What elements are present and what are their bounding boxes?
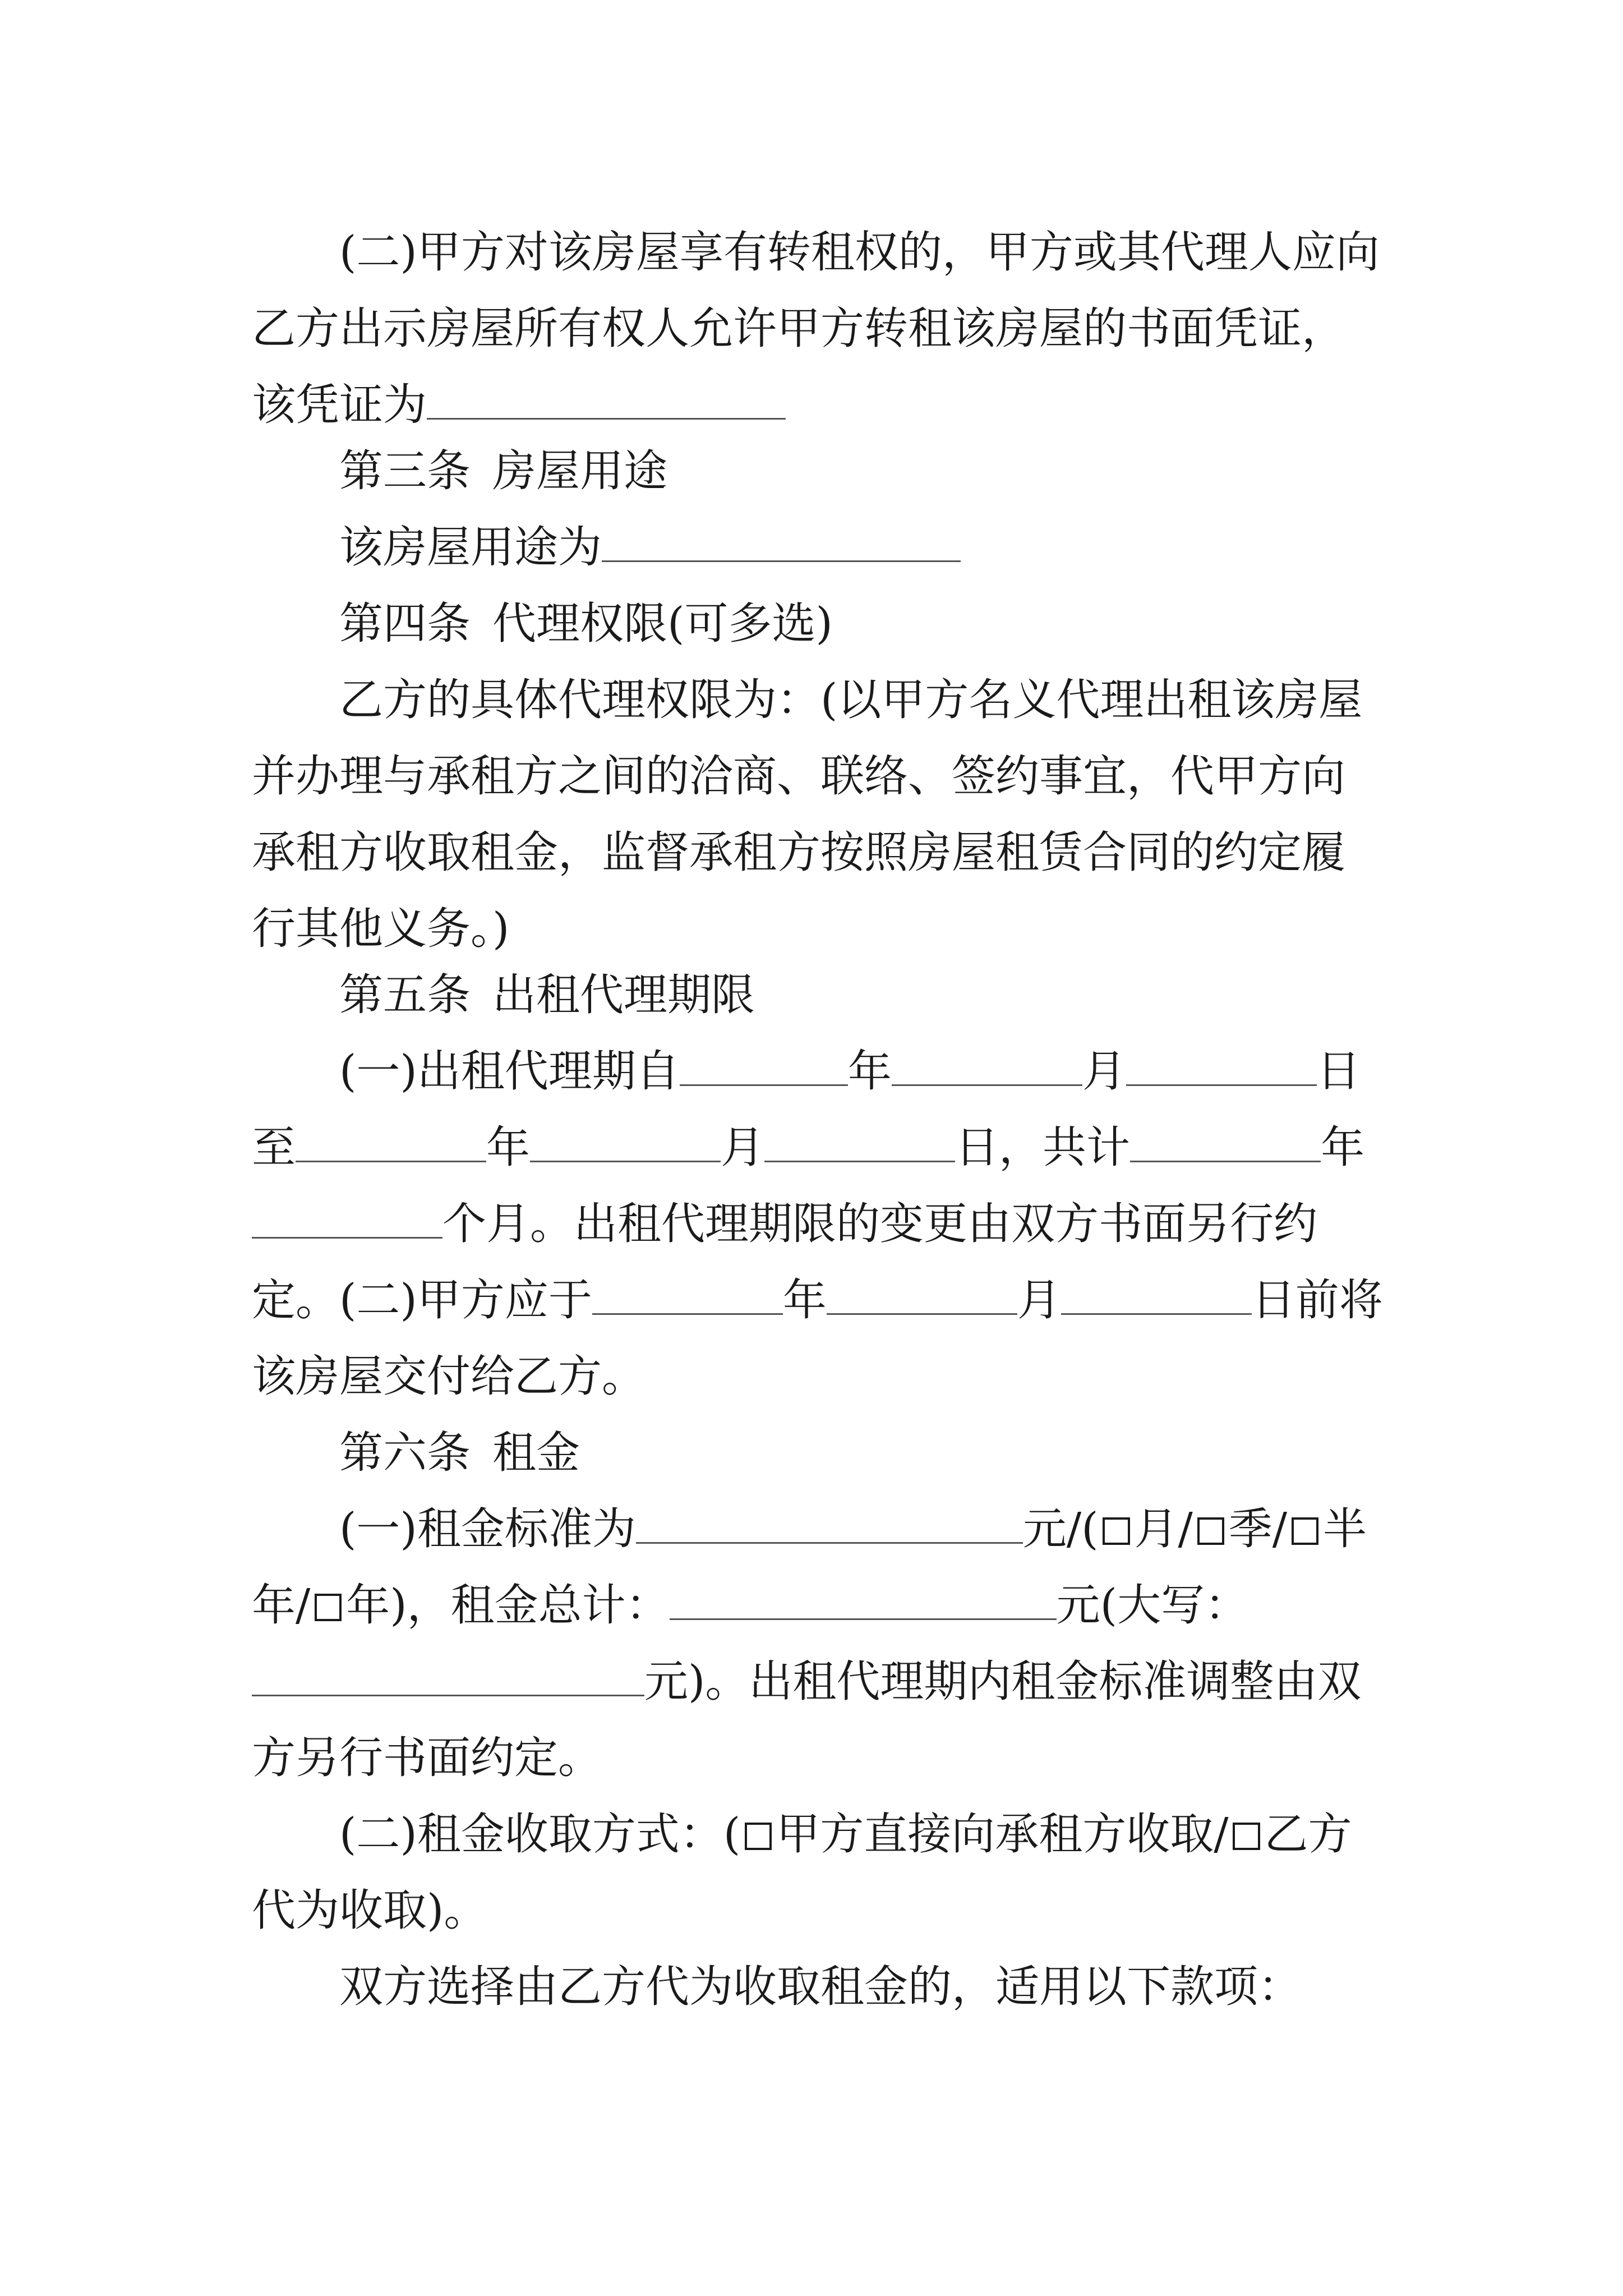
end-year-blank[interactable] xyxy=(296,1119,486,1162)
rent-amount-blank[interactable] xyxy=(636,1501,1023,1544)
house-use-blank[interactable] xyxy=(602,519,961,562)
rent-standard-clause: (一)租金标准为 元/( 月/ 季/ 半年/ 年)，租金总计： 元(大写：元)。出租代理期内租金标准调整由双方另行书面约定。 xyxy=(252,1491,1385,1796)
per-year-checkbox[interactable] xyxy=(315,1594,342,1621)
agent-collection-intro: 双方选择由乙方代为收取租金的，适用以下款项： xyxy=(339,1962,1302,2012)
end-month-blank[interactable] xyxy=(530,1119,721,1162)
rent-total-blank[interactable] xyxy=(670,1577,1057,1620)
house-use-clause: 该房屋用途为 xyxy=(252,509,1385,586)
handover-year-blank[interactable] xyxy=(592,1272,783,1315)
per-month-checkbox[interactable] xyxy=(1103,1517,1129,1544)
start-month-blank[interactable] xyxy=(892,1043,1082,1086)
agent-collects-checkbox[interactable] xyxy=(1233,1823,1260,1849)
total-years-blank[interactable] xyxy=(1130,1119,1321,1162)
agency-authority-clause: 乙方的具体代理权限为：(以甲方名义代理出租该房屋并办理与承租方之间的洽商、联络、签约事宜，代甲方向承租方收取租金，监督承租方按照房屋租赁合同的约定履行其他义务。) xyxy=(252,675,1363,954)
handover-month-blank[interactable] xyxy=(827,1272,1017,1315)
certificate-blank[interactable] xyxy=(427,376,786,420)
start-year-blank[interactable] xyxy=(680,1043,848,1086)
start-day-blank[interactable] xyxy=(1126,1043,1317,1086)
article-4-heading: 第四条 代理权限(可多选) xyxy=(339,599,833,649)
article-6-heading: 第六条 租金 xyxy=(339,1428,580,1478)
agency-period-clause: (一)出租代理期自 年 月 日至 年 月 日，共计 年个月。出租代理期限的变更由双方书面另行约定。 xyxy=(252,1033,1385,1338)
sublet-certificate-clause: (二)甲方对该房屋享有转租权的，甲方或其代理人应向乙方出示房屋所有权人允许甲方转租该房屋的书面凭证，该凭证为 xyxy=(252,227,1380,430)
per-quarter-checkbox[interactable] xyxy=(1197,1517,1224,1544)
landlord-collects-checkbox[interactable] xyxy=(745,1823,772,1849)
rent-total-uppercase-blank[interactable] xyxy=(252,1653,644,1696)
article-3-heading: 第三条 房屋用途 xyxy=(339,446,668,496)
total-months-blank[interactable] xyxy=(252,1195,442,1239)
end-day-blank[interactable] xyxy=(764,1119,955,1162)
article-5-heading: 第五条 出租代理期限 xyxy=(339,970,755,1020)
handover-clause: (二)甲方应于 年 月 日前将该房屋交付给乙方。 xyxy=(252,1262,1385,1415)
per-half-year-checkbox[interactable] xyxy=(1292,1517,1318,1544)
handover-day-blank[interactable] xyxy=(1061,1272,1252,1315)
rent-collection-clause: (二)租金收取方式：( 甲方直接向承租方收取/ 乙方代为收取)。 xyxy=(252,1809,1352,1936)
